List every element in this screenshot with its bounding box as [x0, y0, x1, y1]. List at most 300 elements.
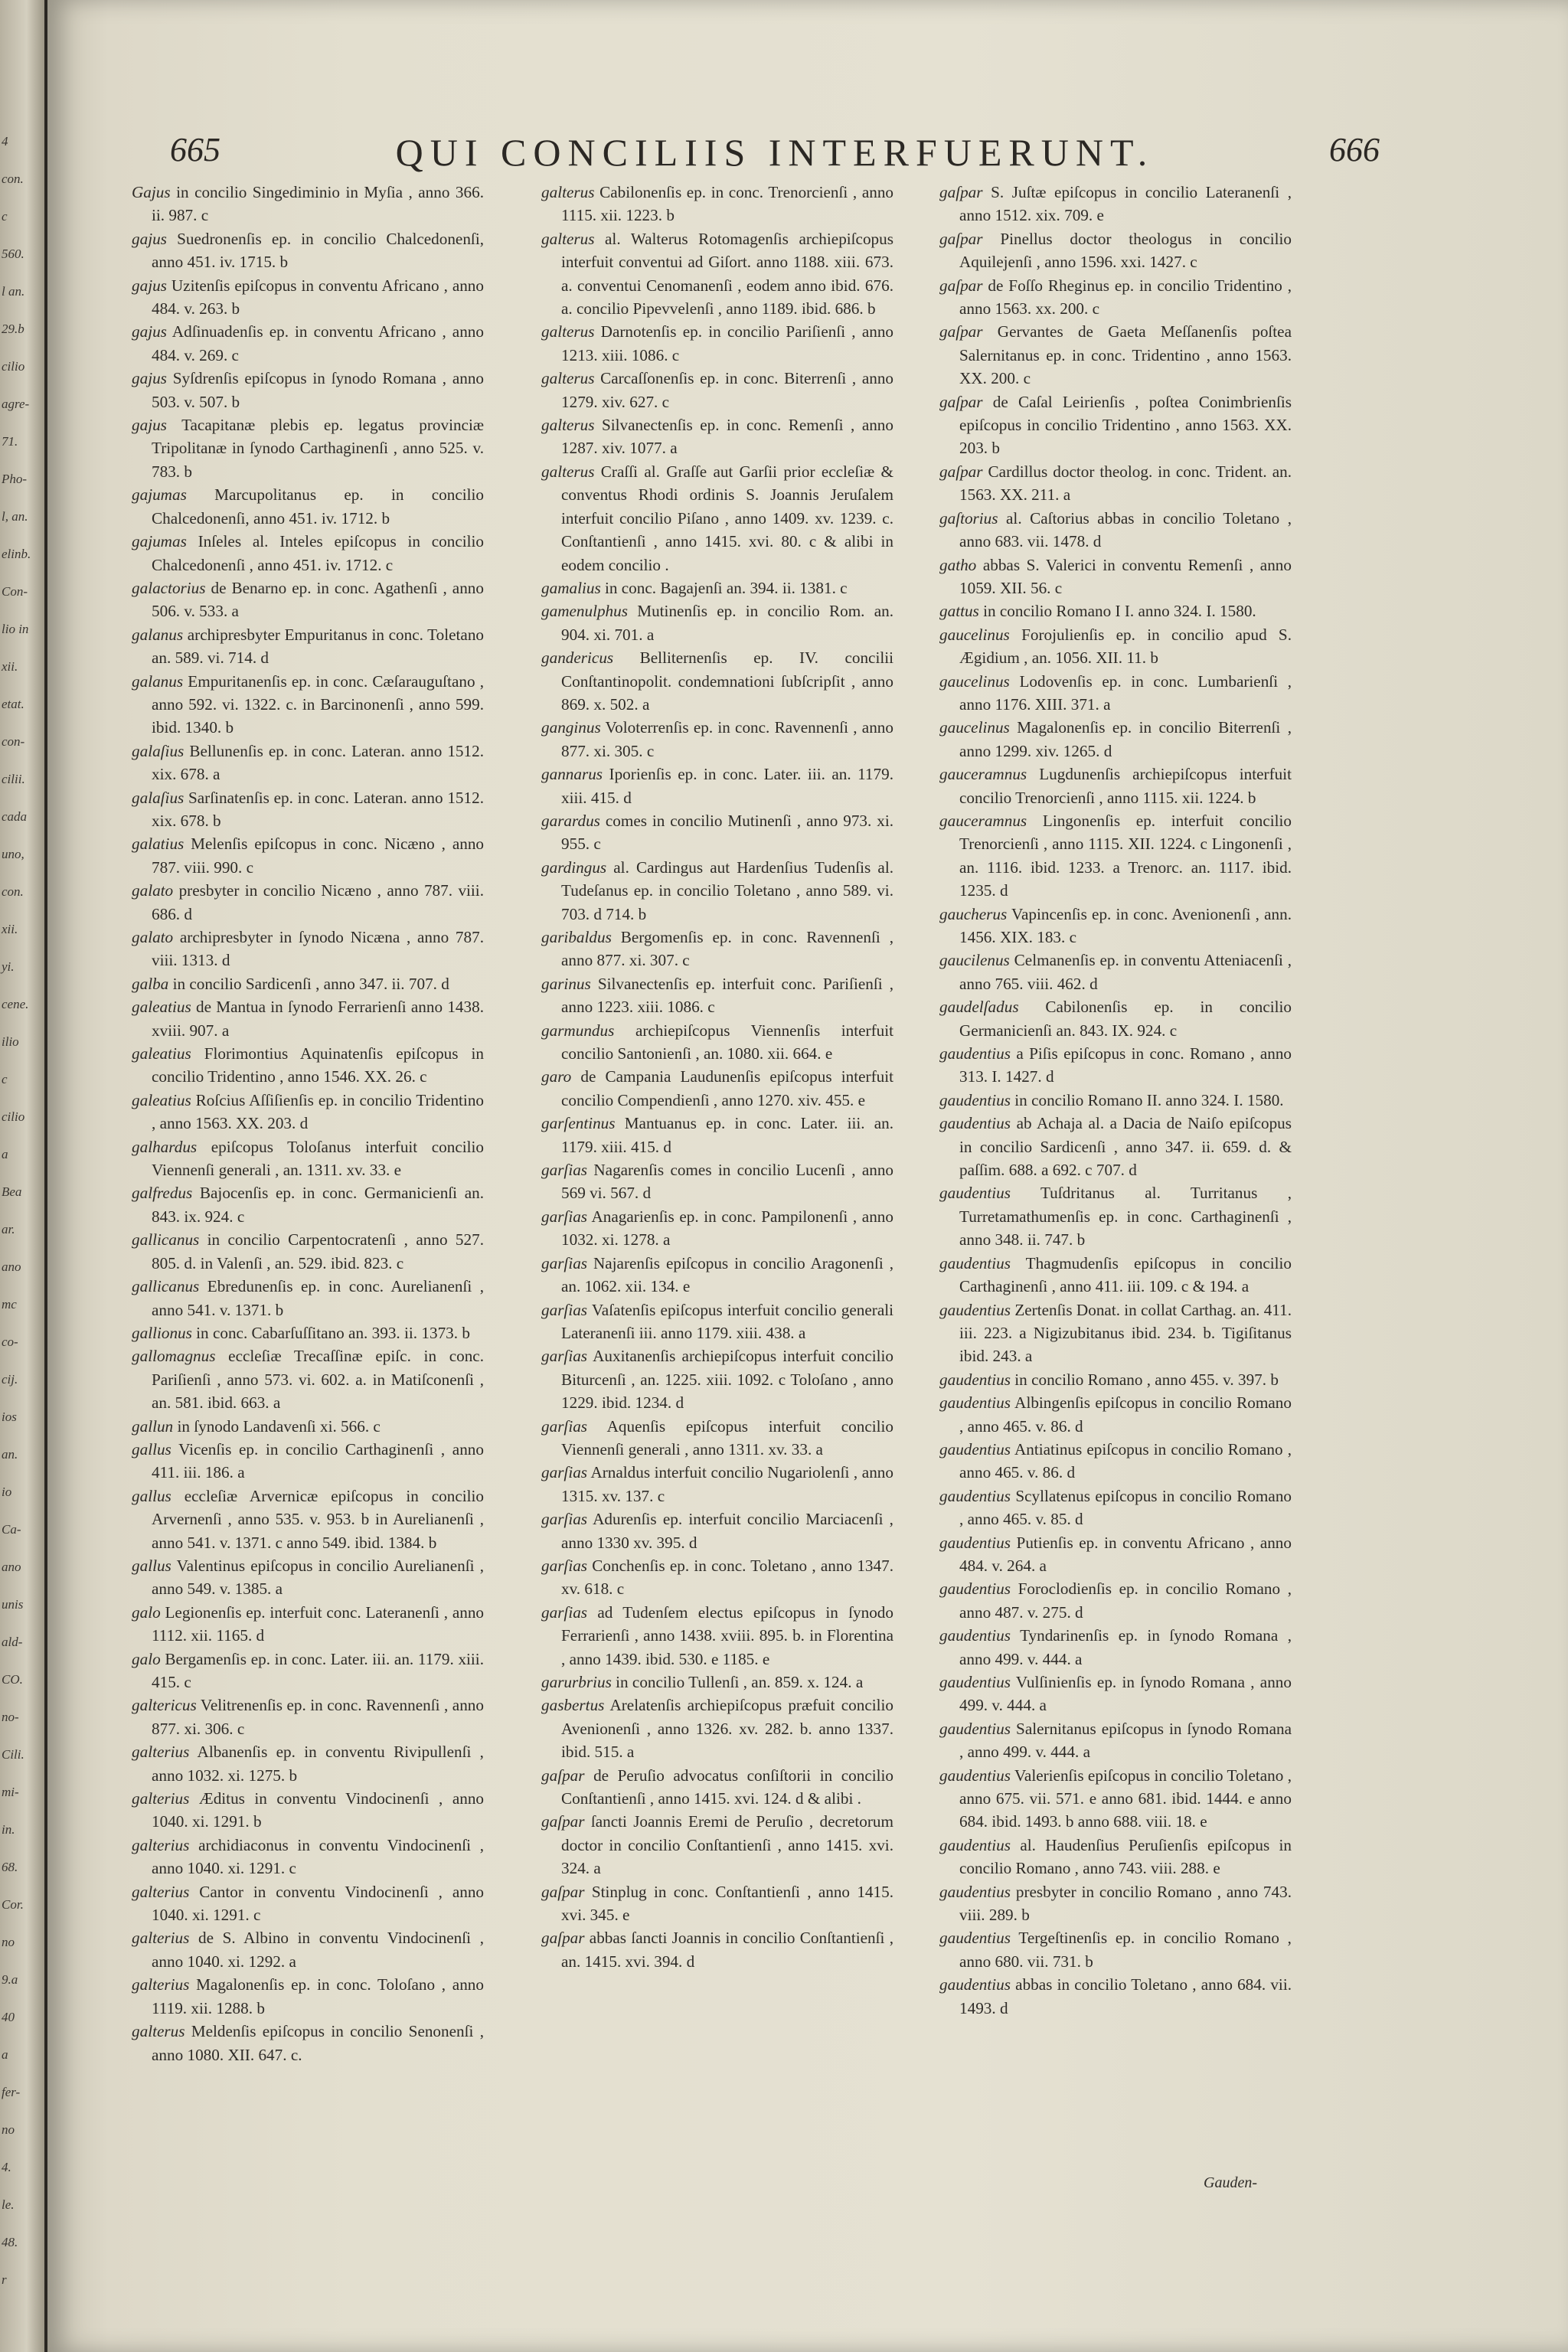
entry-headword: gatho	[939, 555, 977, 574]
previous-page-fragment: no	[2, 2122, 15, 2137]
index-entry	[132, 577, 484, 623]
index-entry	[541, 413, 893, 460]
index-entry	[132, 1880, 484, 1927]
entry-text: al. Haudenſius Peruſienſis epiſcopus in concilio Romano , anno 743. viii. 288. e	[959, 1835, 1292, 1878]
entry-text: Lingonenſis ep. interfuit concilio Trenorcienſi , anno 1115. XII. 1224. c Lingonenſi , an. 1116. ibid. 1233. a Trenorc. an. 1117. ibid. 1235. d	[959, 811, 1292, 900]
entry-headword: gaucilenus	[939, 951, 1010, 970]
previous-page-edge	[0, 0, 44, 2352]
entry-headword: gallionus	[132, 1323, 192, 1342]
entry-headword: galterus	[541, 183, 595, 201]
index-entry	[541, 1694, 893, 1763]
entry-headword: gallus	[132, 1486, 172, 1505]
entry-headword: gallicanus	[132, 1230, 200, 1250]
entry-headword: gaudentius	[939, 1090, 1011, 1109]
index-entry	[132, 1554, 484, 1601]
entry-text: Darnotenſis ep. in concilio Pariſienſi , anno 1213. xiii. 1086. c	[561, 322, 894, 364]
entry-text: Mutinenſis ep. in concilio Rom. an. 904. xi. 701. a	[561, 602, 894, 644]
entry-text: Vulſinienſis ep. in ſynodo Romana , anno 499. v. 444. a	[959, 1673, 1292, 1715]
previous-page-fragment: ald-	[2, 1635, 23, 1649]
entry-text: eccleſiæ Trecaſſinæ epiſc. in conc. Pariſienſi , anno 573. vi. 602. a. in Matiſconenſi , an. 581. ibid. 663. a	[152, 1347, 485, 1413]
previous-page-fragment: cilio	[2, 359, 25, 374]
entry-text: epiſcopus Toloſanus interfuit concilio Viennenſi generali , an. 1311. xv. 33. e	[152, 1137, 485, 1180]
entry-text: Lugdunenſis archiepiſcopus interfuit concilio Trenorcienſi , anno 1115. xii. 1224. b	[959, 765, 1292, 807]
index-entry	[939, 507, 1292, 554]
entry-text: Roſcius Aſſiſienſis ep. in concilio Tridentino , anno 1563. XX. 203. d	[152, 1090, 485, 1133]
entry-headword: gajumas	[132, 485, 187, 505]
previous-page-fragment: in.	[2, 1822, 15, 1837]
entry-text: al. Walterus Rotomagenſis archiepiſcopus interfuit conventui ad Giſort. anno 1188. xiii. 673. a. conventui Cenomanenſi , eodem anno ibid. 676. a. concilio Pipevvelenſi , anno 1189. ibid. 686. b	[561, 229, 893, 318]
entry-headword: galeatius	[132, 1044, 191, 1063]
entry-text: Melenſis epiſcopus in conc. Nicæno , anno 787. viii. 990. c	[152, 835, 485, 877]
previous-page-fragment: 9.a	[2, 1972, 18, 1987]
previous-page-fragment: 4	[2, 134, 8, 149]
entry-headword: gaudentius	[939, 1719, 1011, 1738]
entry-text: in concilio Carpentocratenſi , anno 527. 805. d. in Valenſi , an. 529. ibid. 823. c	[152, 1230, 484, 1272]
entry-headword: garſias	[541, 1207, 588, 1226]
entry-headword: gaudentius	[939, 1184, 1011, 1203]
entry-text: Iporienſis ep. in conc. Later. iii. an. 1179. xiii. 415. d	[561, 765, 893, 807]
index-entry	[541, 972, 893, 1019]
index-entry	[939, 320, 1292, 390]
entry-text: de Peruſio advocatus conſiſtorii in concilio Conſtantienſi , anno 1415. xvi. 124. d & alibi .	[561, 1766, 893, 1808]
entry-text: Putienſis ep. in conventu Africano , anno 484. v. 264. a	[959, 1533, 1292, 1575]
entry-text: in ſynodo Landavenſi xi. 566. c	[177, 1416, 381, 1436]
index-entry	[939, 1531, 1292, 1578]
entry-text: Marcupolitanus ep. in concilio Chalcedonenſi, anno 451. iv. 1712. b	[152, 485, 484, 528]
entry-text: in conc. Cabarſuſſitano an. 393. ii. 1373. b	[196, 1323, 470, 1342]
entry-headword: galactorius	[132, 578, 206, 597]
index-entry	[939, 1298, 1292, 1368]
entry-headword: gattus	[939, 602, 979, 621]
index-entry	[939, 763, 1292, 809]
entry-text: a Piſis epiſcopus in conc. Romano , anno 313. I. 1427. d	[959, 1044, 1292, 1086]
entry-headword: garſias	[541, 1510, 588, 1529]
catchword: Gauden-	[1204, 2174, 1257, 2191]
index-entry	[939, 949, 1292, 995]
previous-page-fragment: Pho-	[2, 472, 28, 486]
index-entry	[541, 1344, 893, 1414]
entry-headword: gaudentius	[939, 1673, 1011, 1691]
index-entry	[541, 1764, 893, 1811]
previous-page-fragment: cilii.	[2, 772, 25, 786]
entry-headword: gaucelinus	[939, 625, 1010, 644]
entry-headword: gaucelinus	[939, 718, 1010, 737]
entry-text: ab Achaja al. a Dacia de Naiſo epiſcopus in concilio Sardicenſi , anno 347. ii. 659. d. & paſſim. 688. a 692. c 707. d	[959, 1114, 1292, 1180]
index-entry	[939, 1880, 1292, 1927]
entry-headword: gaſpar	[541, 1812, 585, 1831]
entry-headword: gaudentius	[939, 1253, 1011, 1272]
entry-text: Tyndarinenſis ep. in ſynodo Romana , anno 499. v. 444. a	[959, 1626, 1292, 1668]
index-entry	[939, 227, 1292, 274]
index-entry	[541, 1112, 893, 1158]
index-entry	[939, 554, 1292, 600]
entry-text: Valerienſis epiſcopus in concilio Toletano , anno 675. vii. 571. e anno 681. ibid. 1444. e anno 684. ibid. 1493. b anno 688. viii. 18. e	[959, 1766, 1292, 1831]
entry-headword: gasbertus	[541, 1696, 605, 1715]
entry-text: Silvanectenſis ep. in conc. Remenſi , anno 1287. xiv. 1077. a	[561, 416, 893, 458]
index-entry	[132, 740, 484, 786]
entry-text: al. Cardingus aut Hardenſius Tudenſis al. Tudeſanus ep. in concilio Toletano , anno 589. vi. 703. d 714. b	[561, 858, 894, 923]
entry-headword: gardingus	[541, 858, 607, 877]
index-entry	[541, 856, 893, 926]
entry-headword: galterius	[132, 1835, 190, 1854]
entry-headword: gajus	[132, 229, 167, 248]
previous-page-fragment: c	[2, 209, 8, 224]
entry-headword: gajus	[132, 276, 167, 295]
entry-text: presbyter in concilio Nicæno , anno 787. viii. 686. d	[152, 881, 484, 923]
index-entry	[132, 972, 484, 995]
previous-page-fragment: ios	[2, 1410, 17, 1424]
previous-page-fragment: Bea	[2, 1184, 22, 1199]
entry-headword: galterius	[132, 1789, 190, 1808]
index-entry	[132, 1042, 484, 1089]
index-entry	[939, 1089, 1292, 1112]
entry-headword: gallicanus	[132, 1277, 200, 1296]
index-entry	[132, 670, 484, 740]
entry-text: Mantuanus ep. in conc. Later. iii. an. 1179. xiii. 415. d	[561, 1114, 893, 1156]
previous-page-fragment: ano	[2, 1560, 21, 1574]
page-header	[170, 130, 1380, 184]
entry-headword: galterus	[541, 462, 595, 481]
index-entry	[939, 995, 1292, 1042]
entry-text: Adurenſis ep. interfuit concilio Marciacenſi , anno 1330 xv. 395. d	[561, 1510, 893, 1552]
previous-page-fragment: Cor.	[2, 1897, 24, 1912]
entry-headword: gaſpar	[939, 276, 983, 295]
running-title: QUI CONCILIIS INTERFUERUNT.	[395, 131, 1155, 174]
previous-page-fragment: ar.	[2, 1222, 15, 1236]
index-entry	[132, 1973, 484, 2020]
entry-headword: gajus	[132, 369, 167, 388]
index-entry	[132, 1228, 484, 1275]
previous-page-fragment: 71.	[2, 434, 18, 449]
entry-headword: gaudelſadus	[939, 998, 1019, 1017]
previous-page-fragment: no-	[2, 1710, 19, 1724]
entry-headword: gaudentius	[939, 1533, 1011, 1552]
index-entry	[939, 670, 1292, 717]
entry-text: de Mantua in ſynodo Ferrarienſi anno 1438. xviii. 907. a	[152, 998, 485, 1040]
index-entry	[132, 1181, 484, 1228]
entry-text: Albingenſis epiſcopus in concilio Romano , anno 465. v. 86. d	[959, 1393, 1292, 1436]
entry-text: abbas S. Valerici in conventu Remenſi , anno 1059. XII. 56. c	[959, 555, 1292, 597]
entry-text: Anagarienſis ep. in conc. Pampilonenſi , anno 1032. xi. 1278. a	[561, 1207, 893, 1250]
entry-text: Arelatenſis archiepiſcopus præfuit concilio Avenionenſi , anno 1326. xv. 282. b. anno 1337. ibid. 515. a	[561, 1696, 893, 1762]
entry-headword: garo	[541, 1067, 572, 1086]
previous-page-fragment: ano	[2, 1259, 21, 1274]
index-entry	[541, 1508, 893, 1554]
entry-text: Tacapitanæ plebis ep. legatus provinciæ Tripolitanæ in ſynodo Carthaginenſi , anno 525. v. 783. b	[152, 416, 484, 481]
entry-text: in concilio Romano II. anno 324. I. 1580.	[1014, 1090, 1284, 1109]
index-entry	[939, 181, 1292, 227]
entry-text: archiepiſcopus Viennenſis interfuit concilio Santonienſi , an. 1080. xii. 664. e	[561, 1021, 894, 1063]
entry-text: Tergeſtinenſis ep. in concilio Romano , anno 680. vii. 731. b	[959, 1929, 1292, 1971]
previous-page-fragment: cilio	[2, 1109, 25, 1124]
index-entry	[132, 1321, 484, 1344]
entry-text: Inſeles al. Inteles epiſcopus in concilio Chalcedonenſi , anno 451. iv. 1712. c	[152, 532, 484, 574]
entry-headword: galterius	[132, 1882, 190, 1901]
index-entry	[132, 1834, 484, 1880]
previous-page-fragment: cada	[2, 809, 28, 824]
previous-page-fragment: le.	[2, 2197, 15, 2212]
index-entry	[132, 530, 484, 577]
index-entry	[939, 1624, 1292, 1671]
entry-headword: gaſpar	[939, 392, 983, 411]
entry-headword: garinus	[541, 974, 591, 993]
entry-headword: gajumas	[132, 532, 187, 551]
index-entry	[132, 1438, 484, 1485]
index-entry	[939, 1973, 1292, 2020]
entry-headword: gannarus	[541, 765, 603, 784]
index-entry	[541, 367, 893, 413]
entry-headword: garſias	[541, 1602, 588, 1622]
entry-headword: garſias	[541, 1347, 588, 1366]
previous-page-fragment: Con-	[2, 584, 28, 599]
index-entry	[541, 716, 893, 763]
index-entry	[132, 1344, 484, 1414]
previous-page-fragment: Ca-	[2, 1522, 21, 1537]
entry-text: Carcaſſonenſis ep. in conc. Biterrenſi , anno 1279. xiv. 627. c	[561, 369, 894, 411]
index-entry	[541, 1926, 893, 1973]
previous-page-fragment: io	[2, 1485, 12, 1499]
entry-headword: gaudentius	[939, 1929, 1011, 1948]
entry-headword: galanus	[132, 671, 184, 691]
index-entry	[132, 1601, 484, 1648]
index-entry	[939, 390, 1292, 460]
entry-headword: Gajus	[132, 183, 171, 201]
index-entry	[939, 809, 1292, 903]
entry-text: Sarſinatenſis ep. in conc. Lateran. anno 1512. xix. 678. b	[152, 788, 484, 830]
entry-headword: gaudentius	[939, 1835, 1011, 1854]
entry-text: Craſſi al. Graſſe aut Garſii prior eccleſiæ & conventus Rhodi ordinis S. Joannis Jeruſalem interfuit concilio Piſano , anno 1409. xv. 1239. c. Conſtantienſi , anno 1415. xvi. 80. c & alibi in eodem concilio .	[561, 462, 894, 574]
previous-page-fragment: a	[2, 2047, 8, 2062]
entry-text: Æditus in conventu Vindocinenſi , anno 1040. xi. 1291. b	[152, 1789, 485, 1831]
entry-headword: garmundus	[541, 1021, 615, 1040]
entry-headword: galaſius	[132, 788, 185, 807]
entry-headword: gaſpar	[541, 1882, 585, 1901]
previous-page-fragment: 29.b	[2, 322, 24, 336]
index-entry	[132, 1740, 484, 1787]
index-entry	[541, 809, 893, 856]
entry-headword: garſentinus	[541, 1114, 616, 1133]
entry-text: Cabilonenſis ep. in concilio Germanicienſi an. 843. IX. 924. c	[959, 998, 1292, 1040]
entry-headword: garſias	[541, 1253, 588, 1272]
entry-text: Legionenſis ep. interfuit conc. Lateranenſi , anno 1112. xii. 1165. d	[152, 1602, 485, 1645]
previous-page-fragment: c	[2, 1072, 8, 1086]
entry-headword: gamenulphus	[541, 602, 628, 621]
entry-text: Aquenſis epiſcopus interfuit concilio Viennenſi generali , anno 1311. xv. 33. a	[561, 1416, 893, 1459]
index-entry	[132, 274, 484, 321]
entry-text: Lodovenſis ep. in conc. Lumbarienſi , anno 1176. XIII. 371. a	[959, 671, 1292, 714]
previous-page-fragment: mc	[2, 1297, 17, 1312]
index-column-1	[132, 181, 484, 2066]
previous-page-fragment: cij.	[2, 1372, 18, 1387]
entry-text: Antiatinus epiſcopus in concilio Romano , anno 465. v. 86. d	[959, 1439, 1292, 1482]
index-entry	[541, 926, 893, 972]
entry-headword: garurbrius	[541, 1673, 612, 1691]
entry-headword: gaſpar	[541, 1929, 585, 1948]
entry-text: Gervantes de Gaeta Meſſanenſis poſtea Salernitanus ep. in conc. Tridentino , anno 1563. XX. 200. c	[959, 322, 1292, 388]
index-entry	[541, 227, 893, 321]
entry-headword: gaſpar	[939, 183, 983, 201]
previous-page-fragment: xii.	[2, 659, 18, 674]
entry-text: ſancti Joannis Eremi de Peruſio , decretorum doctor in concilio Conſtantienſi , anno 1415. xvi. 324. a	[561, 1812, 893, 1878]
previous-page-fragment: xii.	[2, 922, 18, 936]
index-entry	[939, 1368, 1292, 1391]
page-number-right: 666	[1329, 131, 1380, 168]
entry-text: Stinplug in conc. Conſtantienſi , anno 1415. xvi. 345. e	[561, 1882, 894, 1925]
entry-headword: garibaldus	[541, 928, 612, 946]
previous-page-fragment: fer-	[2, 2085, 21, 2099]
entry-headword: garſias	[541, 1300, 588, 1319]
index-entry	[541, 599, 893, 646]
index-entry	[132, 926, 484, 972]
index-entry	[541, 1601, 893, 1671]
entry-text: al. Caſtorius abbas in concilio Toletano , anno 683. vii. 1478. d	[959, 508, 1292, 551]
index-entry	[939, 1671, 1292, 1717]
entry-headword: galterus	[541, 416, 595, 435]
index-entry	[939, 599, 1292, 622]
entry-text: abbas ſancti Joannis in concilio Conſtantienſi , an. 1415. xvi. 394. d	[561, 1929, 893, 1971]
previous-page-fragment: CO.	[2, 1672, 23, 1687]
index-entry	[132, 320, 484, 367]
index-entry	[541, 646, 893, 716]
entry-headword: gaſpar	[939, 462, 983, 481]
index-entry	[541, 1415, 893, 1462]
entry-headword: gauceramnus	[939, 811, 1027, 830]
page-number-left: 665	[170, 131, 220, 168]
index-entry	[541, 1671, 893, 1694]
entry-text: Tuſdritanus al. Turritanus , Turretamathumenſis ep. in conc. Carthaginenſi , anno 348. ii. 747. b	[959, 1184, 1292, 1250]
entry-text: eccleſiæ Arvernicæ epiſcopus in concilio Arvernenſi , anno 535. v. 953. b in Aurelianenſi , anno 541. v. 1371. c anno 549. ibid. 1384. b	[152, 1486, 484, 1552]
index-entry	[541, 1880, 893, 1927]
entry-text: de Caſal Leirienſis , poſtea Conimbrienſis epiſcopus in concilio Tridentino , anno 1563. XX. 203. b	[959, 392, 1292, 458]
entry-text: de Foſſo Rheginus ep. in concilio Tridentino , anno 1563. xx. 200. c	[959, 276, 1292, 318]
previous-page-fragment: etat.	[2, 697, 24, 711]
entry-headword: gaudentius	[939, 1766, 1011, 1785]
previous-page-fragment: con-	[2, 734, 25, 749]
entry-text: Ebredunenſis ep. in conc. Aurelianenſi , anno 541. v. 1371. b	[152, 1277, 485, 1319]
previous-page-fragment: con.	[2, 172, 24, 186]
entry-headword: gaſtorius	[939, 508, 998, 528]
entry-text: Belliternenſis ep. IV. concilii Conſtantinopolit. condemnationi ſubſcripſit , anno 869. x. 502. a	[561, 648, 893, 714]
entry-headword: galo	[132, 1649, 161, 1668]
entry-text: in concilio Sardicenſi , anno 347. ii. 707. d	[172, 974, 449, 993]
entry-text: Cardillus doctor theolog. in conc. Trident. an. 1563. XX. 211. a	[959, 462, 1292, 505]
index-entry	[132, 995, 484, 1042]
entry-text: Salernitanus epiſcopus in ſynodo Romana , anno 499. v. 444. a	[959, 1719, 1292, 1762]
entry-text: de S. Albino in conventu Vindocinenſi , anno 1040. xi. 1292. a	[152, 1929, 484, 1971]
entry-text: Voloterrenſis ep. in conc. Ravennenſi , anno 877. xi. 305. c	[561, 718, 893, 760]
entry-headword: galterius	[132, 1975, 190, 1994]
entry-headword: gaſpar	[541, 1766, 585, 1785]
entry-text: archipresbyter Empuritanus in conc. Toletano an. 589. vi. 714. d	[152, 625, 485, 668]
index-entry	[541, 1065, 893, 1112]
entry-text: Thagmudenſis epiſcopus in concilio Carthaginenſi , anno 411. iii. 109. c & 194. a	[959, 1253, 1292, 1296]
entry-headword: galba	[132, 974, 169, 993]
book-page	[47, 0, 1568, 2352]
index-entry	[541, 1252, 893, 1298]
previous-page-fragment: cene.	[2, 997, 29, 1011]
previous-page-fragment: ilio	[2, 1034, 19, 1049]
entry-headword: galeatius	[132, 998, 191, 1017]
previous-page-fragment: agre-	[2, 397, 30, 411]
entry-headword: gaudentius	[939, 1439, 1011, 1459]
entry-text: Auxitanenſis archiepiſcopus interfuit concilio Biturcenſi , an. 1225. xiii. 1092. c Toloſano , anno 1229. ibid. 1234. d	[561, 1347, 893, 1413]
entry-text: S. Juſtæ epiſcopus in concilio Lateranenſi , anno 1512. xix. 709. e	[959, 183, 1292, 225]
previous-page-fragment: a	[2, 1147, 8, 1161]
index-entry	[939, 903, 1292, 949]
previous-page-fragment: 560.	[2, 247, 24, 261]
entry-headword: gaſpar	[939, 322, 983, 341]
entry-text: Meldenſis epiſcopus in concilio Senonenſi , anno 1080. XII. 647. c.	[152, 2022, 484, 2064]
entry-text: Albanenſis ep. in conventu Rivipullenſi , anno 1032. xi. 1275. b	[152, 1743, 484, 1785]
index-entry	[132, 1485, 484, 1554]
entry-text: in concilio Romano I I. anno 324. I. 1580.	[983, 602, 1256, 621]
index-entry	[541, 181, 893, 227]
previous-page-fragment: l, an.	[2, 509, 28, 524]
entry-headword: gallun	[132, 1416, 174, 1436]
index-entry	[541, 1019, 893, 1066]
entry-headword: gaudentius	[939, 1300, 1011, 1319]
index-entry	[541, 320, 893, 367]
entry-text: archidiaconus in conventu Vindocinenſi , anno 1040. xi. 1291. c	[152, 1835, 484, 1878]
entry-headword: galterius	[132, 1743, 190, 1762]
index-entry	[132, 1415, 484, 1438]
previous-page-fragment: unis	[2, 1597, 24, 1612]
entry-text: Arnaldus interfuit concilio Nugariolenſi , anno 1315. xv. 137. c	[561, 1463, 893, 1505]
entry-headword: gajus	[132, 322, 167, 341]
index-entry	[541, 460, 893, 577]
entry-text: Scyllatenus epiſcopus in concilio Romano , anno 465. v. 85. d	[959, 1486, 1292, 1529]
entry-text: Silvanectenſis ep. interfuit conc. Pariſienſi , anno 1223. xiii. 1086. c	[561, 974, 893, 1017]
entry-headword: galatius	[132, 835, 185, 854]
entry-headword: ganginus	[541, 718, 601, 737]
entry-text: in concilio Tullenſi , an. 859. x. 124. a	[616, 1673, 864, 1691]
entry-text: Florimontius Aquinatenſis epiſcopus in concilio Tridentino , anno 1546. XX. 26. c	[152, 1044, 485, 1086]
index-entry	[132, 1787, 484, 1834]
index-entry	[939, 1252, 1292, 1298]
index-entry	[939, 1042, 1292, 1089]
index-entry	[132, 832, 484, 879]
entry-text: Pinellus doctor theologus in concilio Aquilejenſi , anno 1596. xxi. 1427. c	[959, 229, 1292, 272]
entry-text: Nagarenſis comes in concilio Lucenſi , anno 569 vi. 567. d	[561, 1161, 894, 1203]
previous-page-fragment: uno,	[2, 847, 24, 861]
index-entry	[541, 763, 893, 809]
entry-text: Vapincenſis ep. in conc. Avenionenſi , ann. 1456. XIX. 183. c	[959, 904, 1292, 946]
entry-text: Velitrenenſis ep. in conc. Ravennenſi , anno 877. xi. 306. c	[152, 1696, 484, 1738]
entry-text: abbas in concilio Toletano , anno 684. vii. 1493. d	[959, 1975, 1292, 2017]
index-entry	[541, 1810, 893, 1880]
index-entry	[132, 1135, 484, 1182]
entry-headword: galterius	[132, 1929, 190, 1948]
entry-headword: gallus	[132, 1556, 172, 1575]
previous-page-fragment: con.	[2, 884, 24, 899]
entry-text: Najarenſis epiſcopus in concilio Aragonenſi , an. 1062. xii. 134. e	[561, 1253, 893, 1296]
entry-text: Forojulienſis ep. in concilio apud S. Ægidium , an. 1056. XII. 11. b	[959, 625, 1292, 668]
entry-text: Empuritanenſis ep. in conc. Cæſarauguſtano , anno 592. vi. 1322. c. in Barcinonenſi , anno 599. ibid. 1340. b	[152, 671, 484, 737]
entry-text: Valentinus epiſcopus in concilio Aurelianenſi , anno 549. v. 1385. a	[152, 1556, 484, 1599]
index-entry	[541, 1461, 893, 1508]
index-entry	[939, 1112, 1292, 1181]
entry-text: in conc. Bagajenſi an. 394. ii. 1381. c	[605, 578, 848, 597]
entry-text: Foroclodienſis ep. in concilio Romano , anno 487. v. 275. d	[959, 1579, 1292, 1622]
entry-text: Cantor in conventu Vindocinenſi , anno 1040. xi. 1291. c	[152, 1882, 485, 1925]
entry-headword: gaucherus	[939, 904, 1008, 923]
entry-headword: gaucelinus	[939, 671, 1010, 691]
entry-headword: galeatius	[132, 1090, 191, 1109]
entry-text: Vaſatenſis epiſcopus interfuit concilio generali Lateranenſi iii. anno 1179. xiii. 438. a	[561, 1300, 893, 1342]
entry-text: Vicenſis ep. in concilio Carthaginenſi , anno 411. iii. 186. a	[152, 1439, 484, 1482]
entry-headword: galterus	[541, 322, 595, 341]
entry-headword: galterus	[132, 2022, 185, 2041]
